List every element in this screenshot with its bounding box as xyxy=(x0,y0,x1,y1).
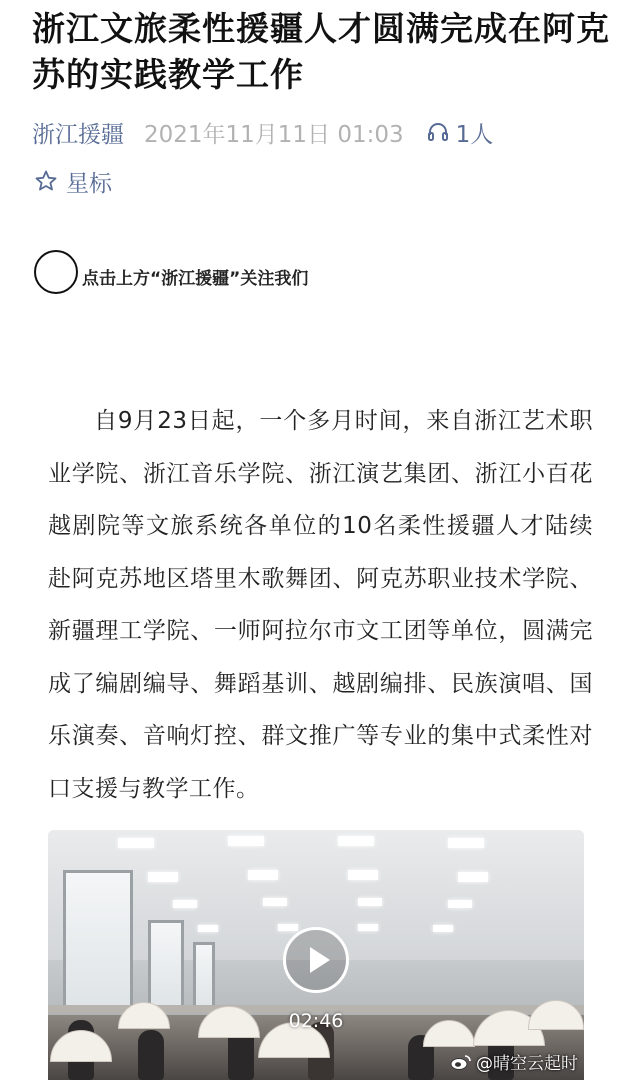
ceiling-light xyxy=(448,838,484,848)
star-label: 星标 xyxy=(66,170,112,197)
ceiling-light xyxy=(348,870,378,880)
ceiling-light xyxy=(263,898,287,906)
dancer xyxy=(138,1030,164,1080)
account-name-link[interactable]: 浙江援疆 xyxy=(32,121,124,148)
article-title: 浙江文旅柔性援疆人才圆满完成在阿克苏的实践教学工作 xyxy=(32,9,610,94)
window xyxy=(193,942,215,1012)
ceiling-light xyxy=(448,900,472,908)
ceiling-light xyxy=(148,872,178,882)
follow-prompt-text: 点击上方“浙江援疆”关注我们 xyxy=(82,268,309,289)
headphones-icon xyxy=(426,120,450,144)
play-button[interactable] xyxy=(283,927,349,993)
listen-count: 1人 xyxy=(455,121,494,148)
ceiling-light xyxy=(358,924,378,931)
window xyxy=(148,920,184,1010)
ceiling-light xyxy=(278,924,298,931)
ceiling-light xyxy=(338,836,374,846)
ceiling-light xyxy=(248,870,278,880)
article-meta xyxy=(32,114,493,150)
follow-prompt xyxy=(34,250,308,294)
ceiling-light xyxy=(228,836,264,846)
star-button[interactable] xyxy=(34,164,112,198)
publish-date: 2021年11月11日 01:03 xyxy=(144,121,404,148)
ceiling-light xyxy=(458,872,488,882)
watermark-text: @晴空云起时 xyxy=(476,1054,578,1074)
article-paragraph: 自9月23日起，一个多月时间，来自浙江艺术职业学院、浙江音乐学院、浙江演艺集团、浙江小百花越剧院等文旅系统各单位的10名柔性援疆人才陆续赴阿克苏地区塔里木歌舞团、阿克苏职业技术学院、新疆理工学院、一师阿拉尔市文工团等单位，圆满完成了编剧编导、舞蹈基训、越剧编排、民族演唱、国乐演奏、音响灯控、群文推广等专业的集中式柔性对口支援与教学工作。 xyxy=(48,408,593,802)
hand-drawn-circle-icon xyxy=(34,250,78,294)
ceiling-light xyxy=(433,925,453,932)
ceiling-light xyxy=(118,838,154,848)
weibo-logo-icon xyxy=(450,1054,472,1070)
ceiling-light xyxy=(358,898,382,906)
star-outline-icon xyxy=(34,169,58,193)
ceiling-light xyxy=(173,900,197,908)
video-player[interactable] xyxy=(48,830,584,1080)
play-icon xyxy=(310,947,330,973)
video-duration: 02:46 xyxy=(288,1010,344,1032)
window xyxy=(63,870,133,1010)
ceiling-light xyxy=(198,925,218,932)
listen-button[interactable] xyxy=(426,116,494,149)
watermark xyxy=(450,1049,578,1074)
